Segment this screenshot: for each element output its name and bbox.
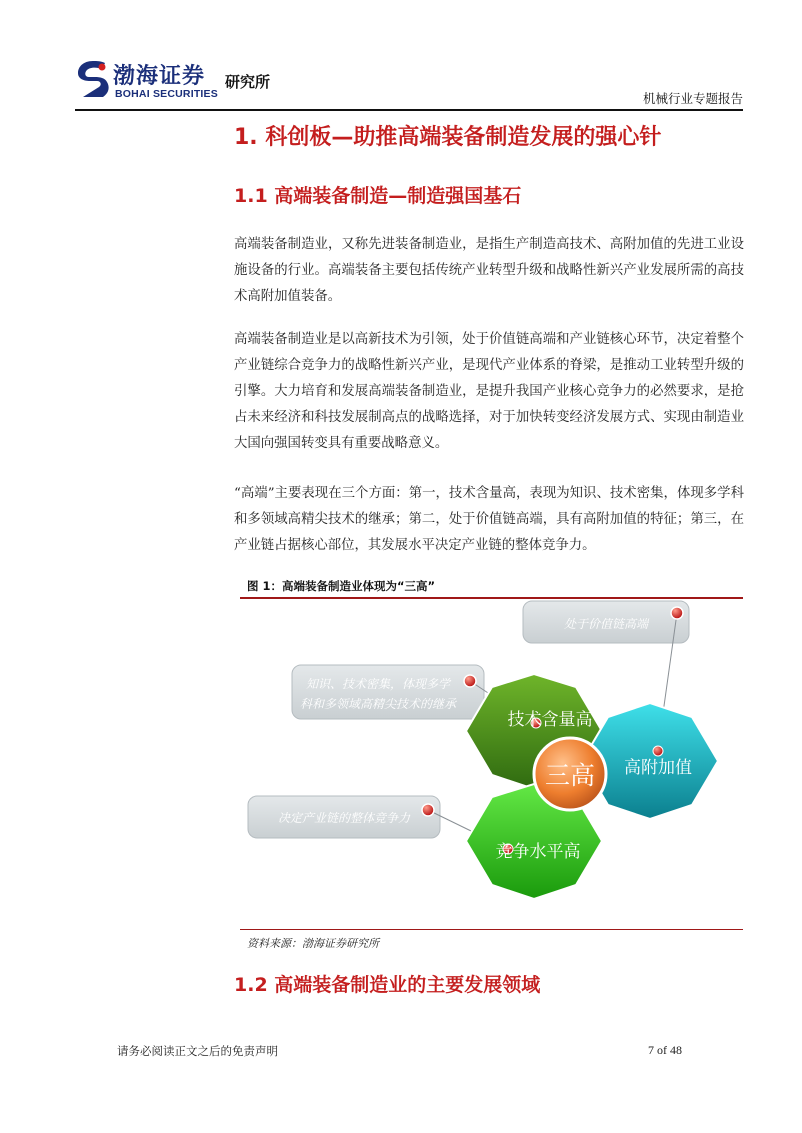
section-1-1-title: 1.1 高端装备制造—制造强国基石 [234,185,522,207]
section-1-title: 1. 科创板—助推高端装备制造发展的强心针 [234,125,662,150]
figure-source: 资料来源：渤海证券研究所 [247,937,379,950]
section-1-2-title: 1.2 高端装备制造业的主要发展领域 [234,974,541,996]
figure-bottom-rule [240,929,743,930]
paragraph-1: 高端装备制造业，又称先进装备制造业，是指生产制造高技术、高附加值的先进工业设施设备的行业。高端装备主要包括传统产业转型升级和战略性新兴产业发展所需的高技术高附加值装备。 [234,237,744,304]
page-number: 7 of 48 [648,1043,682,1057]
three-highs-diagram [240,599,743,926]
brand-name-en: BOHAI SECURITIES [115,88,218,100]
brand-name-cn: 渤海证券 [113,63,206,89]
hex-label-tech: 技术含量高 [507,710,593,730]
footer-disclaimer: 请务必阅读正文之后的免责声明 [117,1044,278,1058]
hex-label-value: 高附加值 [624,758,692,778]
paragraph-2: 高端装备制造业是以高新技术为引领，处于价值链高端和产业链核心环节，决定着整个产业链综合竞争力的战略性新兴产业，是现代产业体系的脊梁，是推动工业转型升级的引擎。大力培育和发展高端装备制造业，是提升我国产业核心竞争力的必然要求，是抢占未来经济和科技发展制高点的战略选择，对于加快转变经济发展方式、实现由制造业大国向强国转变具有重要战略意义。 [234,332,744,451]
report-type: 机械行业专题报告 [642,91,743,106]
hex-label-competition: 竞争水平高 [495,842,581,862]
center-label: 三高 [544,761,596,790]
paragraph-3: “高端”主要表现在三个方面：第一，技术含量高，表现为知识、技术密集，体现多学科和多领域高精尖技术的继承；第二，处于价值链高端，具有高附加值的特征；第三，在产业链占据核心部位，其发展水平决定产业链的整体竞争力。 [234,486,744,553]
page-header [75,55,743,111]
brand-department: 研究所 [225,73,271,91]
figure-title: 图 1：高端装备制造业体现为“三高” [247,579,436,593]
callout-knowledge-line-2: 科和多领域高精尖技术的继承 [299,697,457,711]
callout-knowledge-line-1: 知识、技术密集，体现多学 [305,677,451,691]
header-divider [75,109,743,111]
bohai-logo-icon [75,59,111,99]
callout-industry-chain: 决定产业链的整体竞争力 [277,811,411,825]
callout-value-chain: 处于价值链高端 [563,617,649,631]
